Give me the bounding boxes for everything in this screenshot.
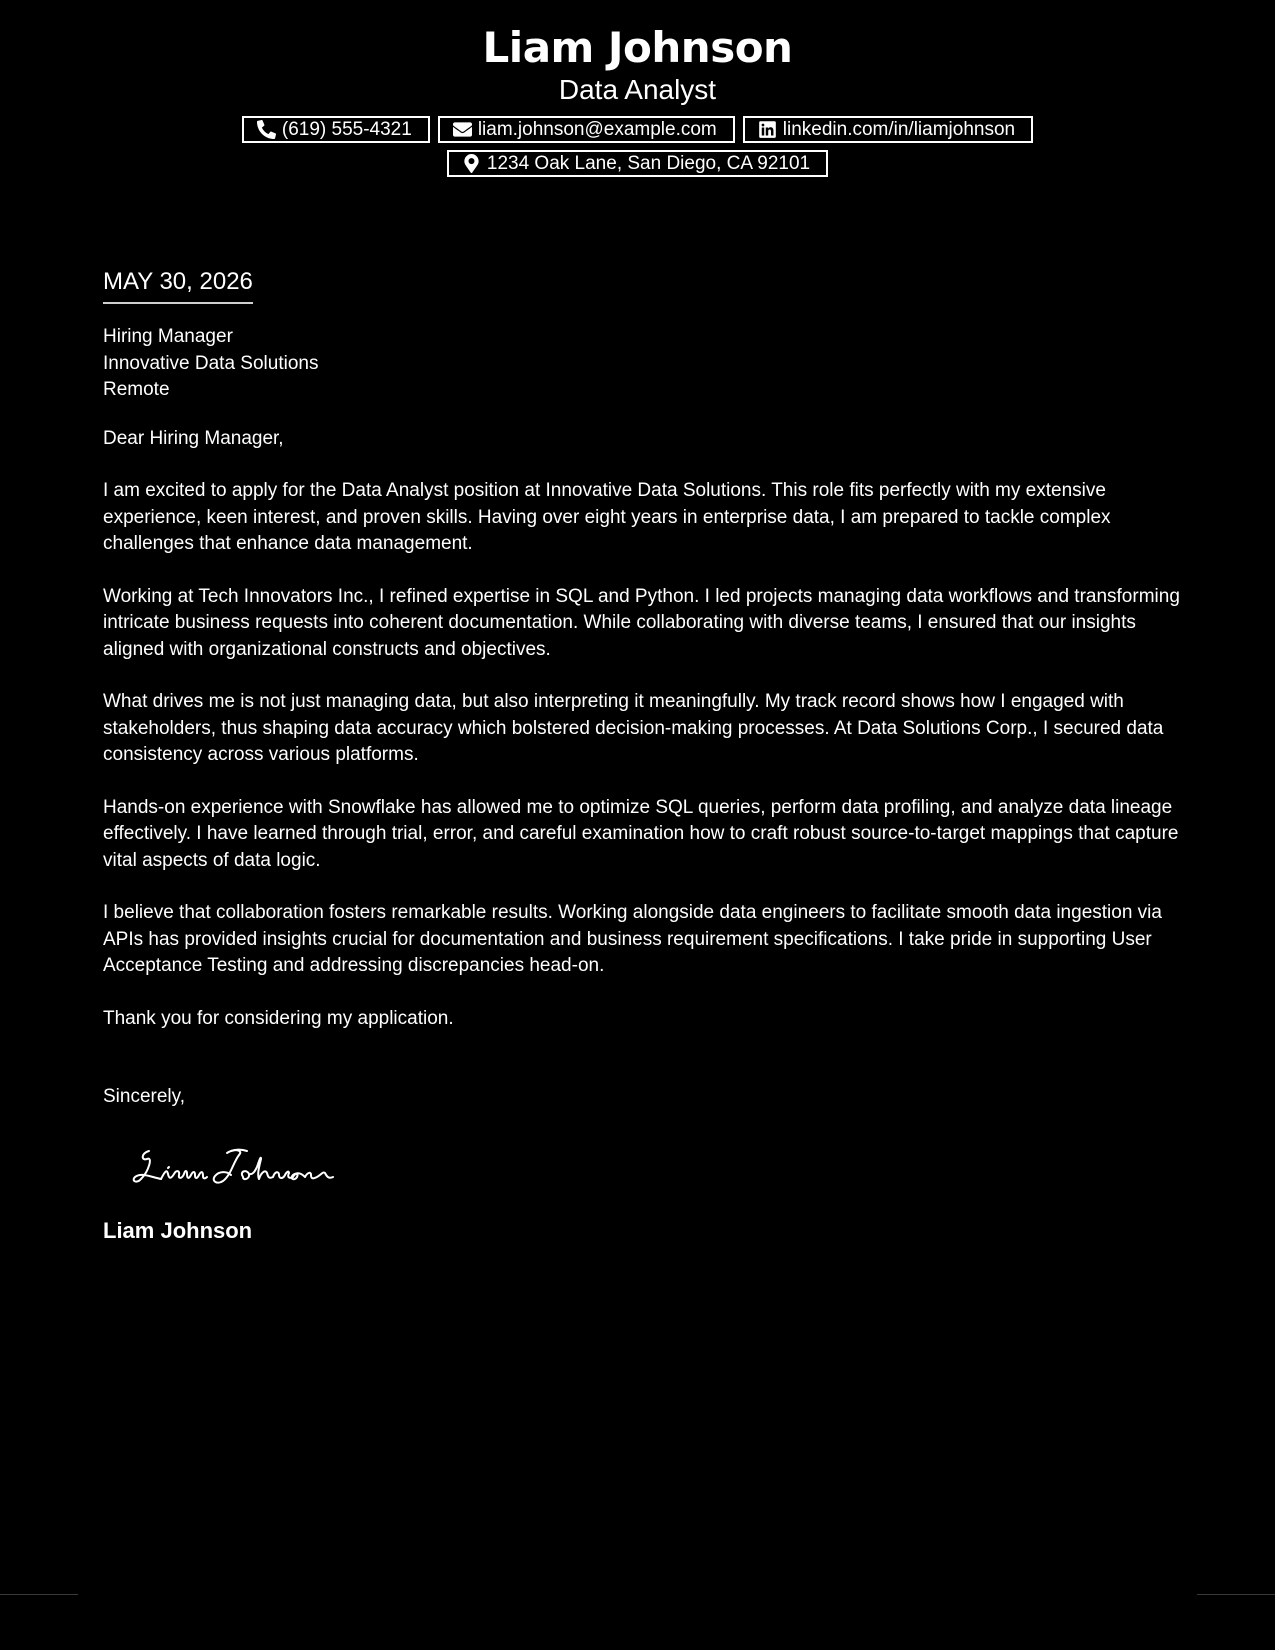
letter-header	[0, 22, 1275, 177]
map-pin-icon	[462, 154, 481, 173]
letter-date: MAY 30, 2026	[103, 266, 253, 304]
signature-drawing	[127, 1141, 367, 1189]
recipient-title: Hiring Manager	[103, 326, 233, 347]
body-paragraph: I believe that collaboration fosters remarkable results. Working alongside data engineers to facilitate smooth data ingestion via APIs has provided insights crucial for documentation and business requirement specifications. I take pride in supporting User Acceptance Testing and addressing discrepancies head-on.	[103, 902, 1162, 976]
address-chip[interactable]	[447, 150, 828, 177]
body-paragraph: Thank you for considering my application.	[103, 1007, 454, 1029]
letter-body	[103, 266, 1183, 1245]
contact-row	[0, 116, 1275, 143]
address-row	[0, 150, 1275, 177]
email-text: liam.johnson@example.com	[477, 119, 717, 140]
linkedin-text: linkedin.com/in/liamjohnson	[782, 119, 1016, 140]
recipient-company: Innovative Data Solutions	[103, 352, 319, 374]
applicant-role: Data Analyst	[558, 74, 717, 105]
recipient-block	[103, 324, 1183, 404]
body-paragraph: Hands-on experience with Snowflake has allowed me to optimize SQL queries, perform data profiling, and analyze data lineage effectively. I have learned through trial, error, and careful examination how to craft robust source-to-target mappings that capture vital aspects of data logic.	[103, 796, 1179, 871]
footer-rule-right	[1197, 1594, 1275, 1595]
linkedin-icon	[758, 120, 777, 139]
phone-icon	[257, 120, 276, 139]
closing: Sincerely,	[103, 1086, 186, 1107]
email-chip[interactable]	[438, 116, 735, 143]
signed-name: Liam Johnson	[103, 1217, 253, 1243]
body-paragraph: I am excited to apply for the Data Analyst position at Innovative Data Solutions. This role fits perfectly with my extensive experience, keen interest, and proven skills. Having over eight years in enterprise data, I am prepared to tackle complex challenges that enhance data management.	[103, 480, 1111, 554]
phone-chip[interactable]	[242, 116, 430, 143]
body-paragraph: Working at Tech Innovators Inc., I refined expertise in SQL and Python. I led projects managing data workflows and transforming intricate business requests into coherent documentation. While collaborating with diverse teams, I ensured that our insights aligned with organizational constructs and objectives.	[103, 585, 1180, 660]
footer-rule-left	[0, 1594, 78, 1595]
linkedin-chip[interactable]	[743, 116, 1033, 143]
handwritten-signature	[127, 1141, 1183, 1189]
address-text: 1234 Oak Lane, San Diego, CA 92101	[486, 153, 811, 174]
envelope-icon	[453, 120, 472, 139]
applicant-name: Liam Johnson	[482, 23, 793, 72]
salutation: Dear Hiring Manager,	[103, 427, 284, 449]
body-paragraph: What drives me is not just managing data, but also interpreting it meaningfully. My track record shows how I engaged with stakeholders, thus shaping data accuracy which bolstered decision-making processes. At Data Solutions Corp., I secured data consistency across various platforms.	[103, 691, 1164, 765]
phone-text: (619) 555-4321	[281, 119, 412, 140]
recipient-location: Remote	[103, 379, 170, 400]
